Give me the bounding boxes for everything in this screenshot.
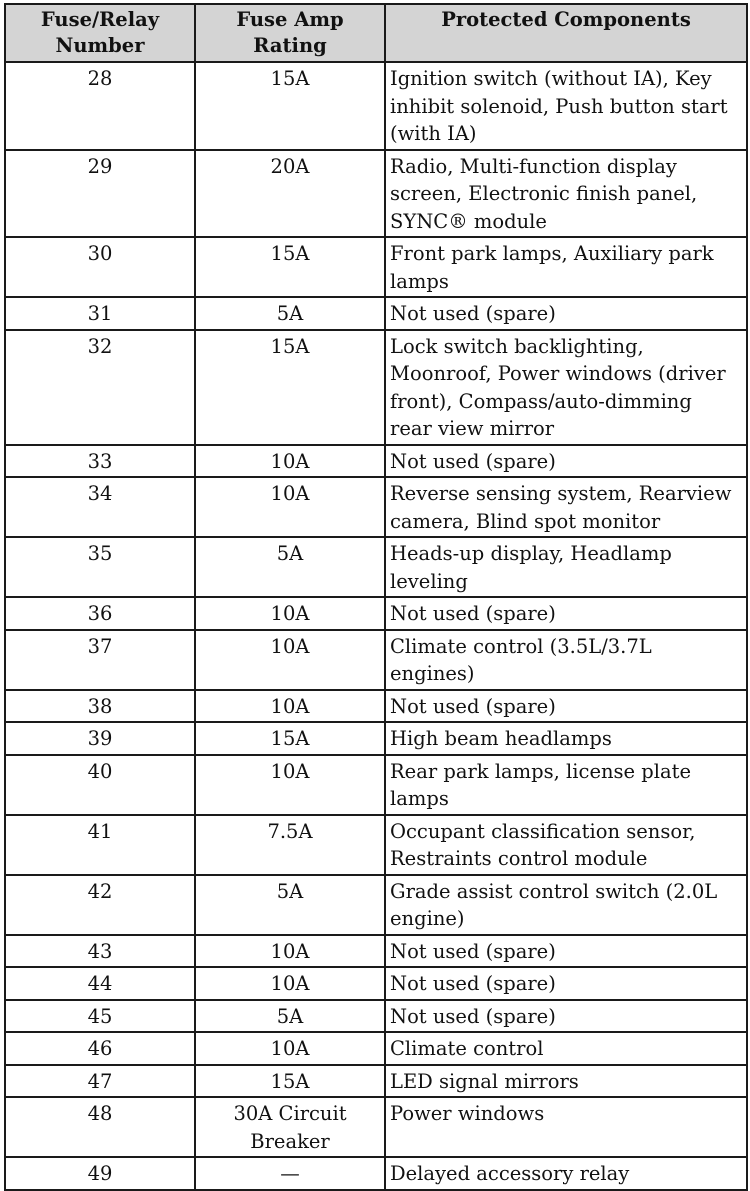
table-row: [5, 722, 747, 755]
table-row: [5, 297, 747, 330]
component-line: inhibit solenoid, Push button start: [390, 94, 728, 118]
amp-rating-cell: [195, 875, 385, 935]
component-line: LED signal mirrors: [390, 1069, 579, 1093]
protected-components-cell: [385, 537, 747, 597]
fuse-number-cell: 49: [5, 1157, 195, 1190]
amp-rating-cell: [195, 1065, 385, 1098]
component-line: Not used (spare): [390, 602, 556, 625]
amp-rating-line: 15A: [270, 334, 310, 358]
amp-rating-line: 20A: [270, 154, 310, 178]
protected-components-cell: [385, 815, 747, 875]
table-row: [5, 445, 747, 478]
protected-components-cell: [385, 150, 747, 238]
amp-rating-cell: [195, 62, 385, 150]
protected-components-cell: [385, 722, 747, 755]
amp-rating-cell: [195, 1032, 385, 1065]
table-row: [5, 1032, 747, 1065]
amp-rating-cell: [195, 537, 385, 597]
component-line: (with IA): [390, 122, 477, 145]
fuse-number-cell: 33: [5, 445, 195, 478]
component-line: Not used (spare): [390, 1004, 556, 1028]
header-fuse-number: Fuse/Relay Number: [5, 4, 195, 62]
protected-components-cell: [385, 297, 747, 330]
table-row: [5, 1157, 747, 1190]
table-row: [5, 1097, 747, 1157]
fuse-number-cell: 48: [5, 1097, 195, 1157]
amp-rating-line: 15A: [270, 727, 310, 750]
fuse-number-cell: 43: [5, 935, 195, 968]
component-line: Reverse sensing system, Rearview: [390, 482, 732, 505]
table-header: [5, 4, 747, 62]
component-line: Front park lamps, Auxiliary park: [390, 242, 714, 265]
amp-rating-line: 10A: [270, 694, 310, 718]
amp-rating-cell: [195, 477, 385, 537]
fuse-number-cell: 29: [5, 150, 195, 238]
protected-components-cell: [385, 477, 747, 537]
protected-components-cell: [385, 935, 747, 968]
component-line: Radio, Multi-function display: [390, 154, 677, 178]
amp-rating-line: Breaker: [250, 1129, 330, 1153]
fuse-number-cell: 46: [5, 1032, 195, 1065]
protected-components-cell: [385, 755, 747, 815]
component-line: Not used (spare): [390, 972, 556, 995]
component-line: Heads-up display, Headlamp: [390, 542, 672, 565]
table-row: [5, 62, 747, 150]
component-line: Not used (spare): [390, 302, 556, 325]
table-row: [5, 1065, 747, 1098]
component-line: Delayed accessory relay: [390, 1162, 630, 1185]
fuse-number-cell: 32: [5, 330, 195, 445]
amp-rating-line: 5A: [276, 879, 304, 903]
table-row: [5, 150, 747, 238]
protected-components-cell: [385, 1157, 747, 1190]
fuse-number-cell: 40: [5, 755, 195, 815]
protected-components-cell: [385, 967, 747, 1000]
amp-rating-cell: [195, 1157, 385, 1190]
header-amp-rating: Fuse Amp Rating: [195, 4, 385, 62]
header-protected-components: Protected Components: [385, 4, 747, 62]
component-line: High beam headlamps: [390, 727, 612, 750]
amp-rating-cell: [195, 297, 385, 330]
table-body: [5, 62, 747, 1190]
component-line: screen, Electronic finish panel,: [390, 182, 698, 205]
table-row: [5, 237, 747, 297]
amp-rating-line: 15A: [270, 242, 310, 265]
component-line: front), Compass/auto-dimming: [390, 389, 692, 413]
protected-components-cell: [385, 237, 747, 297]
fuse-number-cell: 34: [5, 477, 195, 537]
amp-rating-cell: [195, 1097, 385, 1157]
amp-rating-line: 10A: [270, 759, 310, 783]
amp-rating-line: 15A: [270, 1069, 310, 1093]
component-line: rear view mirror: [390, 417, 555, 440]
table-row: [5, 1000, 747, 1033]
protected-components-cell: [385, 330, 747, 445]
amp-rating-line: 10A: [270, 972, 310, 995]
fuse-table: [4, 3, 748, 1191]
component-line: Power windows: [390, 1102, 545, 1125]
amp-rating-line: 10A: [270, 1037, 310, 1060]
table-row: [5, 630, 747, 690]
fuse-number-cell: 44: [5, 967, 195, 1000]
table-row: [5, 330, 747, 445]
table-row: [5, 477, 747, 537]
fuse-number-cell: 28: [5, 62, 195, 150]
amp-rating-cell: [195, 150, 385, 238]
amp-rating-line: 10A: [270, 602, 310, 625]
component-line: Lock switch backlighting,: [390, 334, 644, 358]
amp-rating-line: 10A: [270, 482, 310, 505]
amp-rating-line: 5A: [276, 1004, 304, 1028]
table-row: [5, 967, 747, 1000]
component-line: engines): [390, 662, 475, 685]
fuse-number-cell: 47: [5, 1065, 195, 1098]
amp-rating-line: 15A: [270, 67, 310, 90]
fuse-number-cell: 30: [5, 237, 195, 297]
component-line: Climate control: [390, 1037, 544, 1060]
amp-rating-line: 10A: [270, 449, 310, 473]
protected-components-cell: [385, 1032, 747, 1065]
protected-components-cell: [385, 1065, 747, 1098]
component-line: Restraints control module: [390, 847, 648, 870]
amp-rating-line: 5A: [276, 542, 304, 565]
fuse-number-cell: 42: [5, 875, 195, 935]
component-line: leveling: [390, 569, 468, 593]
component-line: engine): [390, 907, 465, 930]
component-line: lamps: [390, 269, 449, 293]
protected-components-cell: [385, 690, 747, 723]
component-line: Not used (spare): [390, 939, 556, 963]
component-line: Ignition switch (without IA), Key: [390, 67, 712, 90]
table-row: [5, 755, 747, 815]
amp-rating-cell: [195, 237, 385, 297]
protected-components-cell: [385, 1000, 747, 1033]
fuse-number-cell: 39: [5, 722, 195, 755]
protected-components-cell: [385, 875, 747, 935]
amp-rating-cell: [195, 690, 385, 723]
amp-rating-cell: [195, 445, 385, 478]
table-row: [5, 875, 747, 935]
amp-rating-line: 5A: [276, 302, 304, 325]
amp-rating-cell: [195, 1000, 385, 1033]
protected-components-cell: [385, 630, 747, 690]
component-line: Not used (spare): [390, 449, 556, 473]
table-row: [5, 597, 747, 630]
component-line: Moonroof, Power windows (driver: [390, 362, 726, 385]
component-line: lamps: [390, 787, 449, 810]
header-row: [5, 4, 747, 62]
protected-components-cell: [385, 597, 747, 630]
component-line: Climate control (3.5L/3.7L: [390, 634, 652, 658]
amp-rating-cell: [195, 935, 385, 968]
amp-rating-cell: [195, 630, 385, 690]
amp-rating-cell: [195, 755, 385, 815]
amp-rating-line: 30A Circuit: [233, 1102, 347, 1125]
protected-components-cell: [385, 445, 747, 478]
table-row: [5, 537, 747, 597]
table-row: [5, 935, 747, 968]
amp-rating-cell: [195, 815, 385, 875]
protected-components-cell: [385, 1097, 747, 1157]
amp-rating-cell: [195, 967, 385, 1000]
amp-rating-line: 10A: [270, 939, 310, 963]
amp-rating-cell: [195, 722, 385, 755]
fuse-number-cell: 41: [5, 815, 195, 875]
component-line: Not used (spare): [390, 694, 556, 718]
component-line: Grade assist control switch (2.0L: [390, 879, 718, 903]
fuse-number-cell: 36: [5, 597, 195, 630]
amp-rating-line: 10A: [270, 634, 310, 658]
fuse-number-cell: 31: [5, 297, 195, 330]
fuse-number-cell: 45: [5, 1000, 195, 1033]
component-line: Rear park lamps, license plate: [390, 759, 692, 783]
amp-rating-line: 7.5A: [267, 819, 313, 843]
protected-components-cell: [385, 62, 747, 150]
component-line: camera, Blind spot monitor: [390, 509, 661, 533]
fuse-number-cell: 38: [5, 690, 195, 723]
component-line: Occupant classification sensor,: [390, 819, 696, 843]
amp-rating-cell: [195, 330, 385, 445]
fuse-number-cell: 37: [5, 630, 195, 690]
table-row: [5, 815, 747, 875]
amp-rating-line: —: [280, 1162, 300, 1185]
amp-rating-cell: [195, 597, 385, 630]
table-row: [5, 690, 747, 723]
component-line: SYNC® module: [390, 209, 547, 233]
fuse-number-cell: 35: [5, 537, 195, 597]
